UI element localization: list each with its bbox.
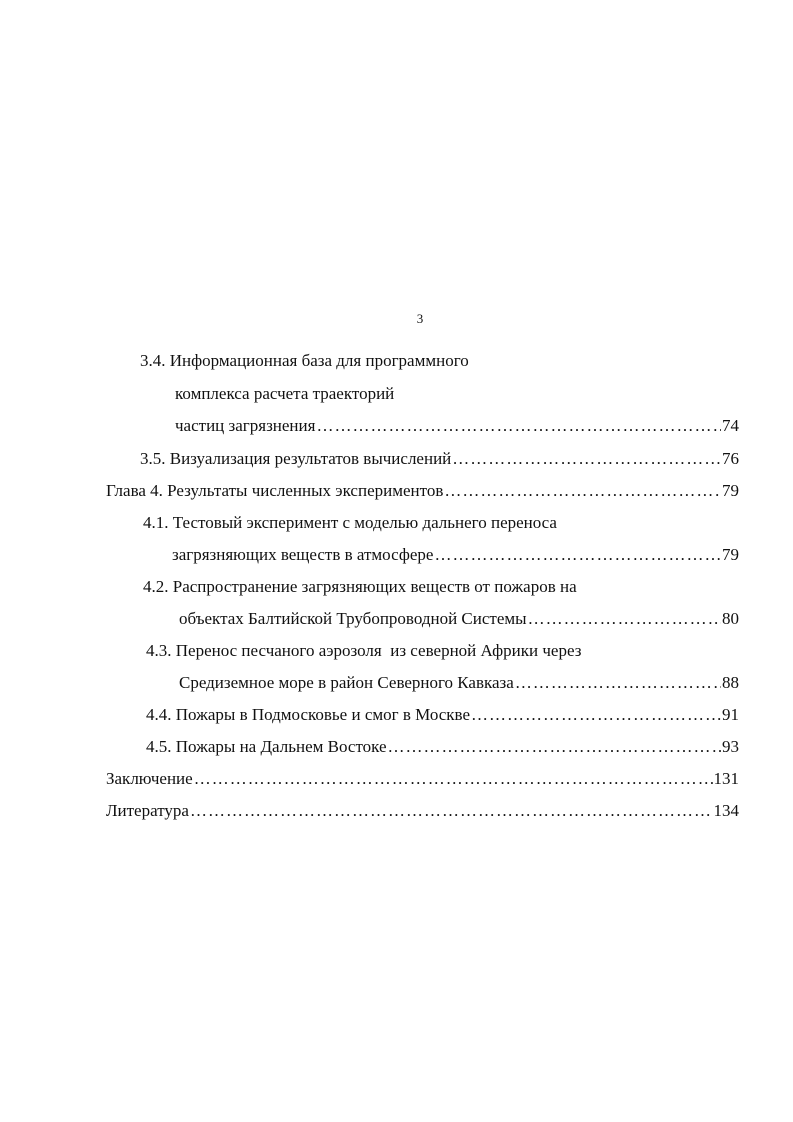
toc-entry-4-2-line2: объектах Балтийской Трубопроводной Системы (179, 609, 527, 628)
toc-entry-4-3-line1: 4.3. Перенос песчаного аэрозоля из северной Африки через (146, 641, 582, 660)
toc-page-3-5: 76 (722, 449, 739, 468)
toc-leader-dots (194, 768, 713, 790)
toc-page-3-4: 74 (722, 416, 739, 435)
toc-entry-3-4-line3: частиц загрязнения (175, 416, 316, 435)
toc-title-3-5: 3.5. Визуализация результатов вычислений (140, 449, 452, 468)
toc-page-literature: 134 (713, 801, 739, 820)
toc-page-4-1: 79 (722, 545, 739, 564)
toc-title-chapter-4: Глава 4. Результаты численных экспериментов (106, 481, 444, 500)
toc-leader-dots (316, 415, 721, 437)
toc-leader-dots (515, 672, 721, 694)
toc-title-4-4: 4.4. Пожары в Подмосковье и смог в Москве (146, 705, 471, 724)
toc-title-literature: Литература (106, 801, 189, 820)
toc-page-4-3: 88 (722, 673, 739, 692)
toc-entry-chapter-4 (106, 480, 739, 502)
toc-entry-literature (106, 800, 739, 822)
toc-entry-4-4 (146, 704, 739, 726)
toc-entry-4-1-line2: загрязняющих веществ в атмосфере (172, 545, 434, 564)
toc-entry-4-2-line1: 4.2. Распространение загрязняющих веществ от пожаров на (143, 577, 577, 596)
toc-entry-conclusion (106, 768, 739, 790)
toc-entry-4-1 (172, 544, 739, 566)
toc-entry-3-4-line1: 3.4. Информационная база для программного (140, 351, 469, 370)
toc-page-4-4: 91 (722, 705, 739, 724)
toc-entry-4-2 (179, 608, 739, 630)
toc-leader-dots (190, 800, 713, 822)
toc-entry-4-1-line1: 4.1. Тестовый эксперимент с моделью дальнего переноса (143, 513, 557, 532)
toc-entry-3-4 (175, 415, 739, 437)
toc-title-conclusion: Заключение (106, 769, 193, 788)
toc-leader-dots (528, 608, 721, 630)
toc-leader-dots (444, 480, 721, 502)
toc-entry-3-4-line2: комплекса расчета траекторий (175, 384, 395, 403)
page-number: 3 (416, 311, 424, 326)
toc-entry-4-5 (146, 736, 739, 758)
toc-leader-dots (471, 704, 721, 726)
toc-title-4-5: 4.5. Пожары на Дальнем Востоке (146, 737, 387, 756)
toc-entry-4-3 (179, 672, 739, 694)
toc-entry-3-5 (140, 448, 739, 470)
toc-page-4-5: 93 (722, 737, 739, 756)
toc-leader-dots (452, 448, 721, 470)
toc-entry-4-3-line2: Средиземное море в район Северного Кавказа (179, 673, 514, 692)
toc-page-4-2: 80 (722, 609, 739, 628)
toc-leader-dots (388, 736, 721, 758)
toc-leader-dots (434, 544, 721, 566)
toc-page-chapter-4: 79 (722, 481, 739, 500)
toc-page-conclusion: 131 (713, 769, 739, 788)
